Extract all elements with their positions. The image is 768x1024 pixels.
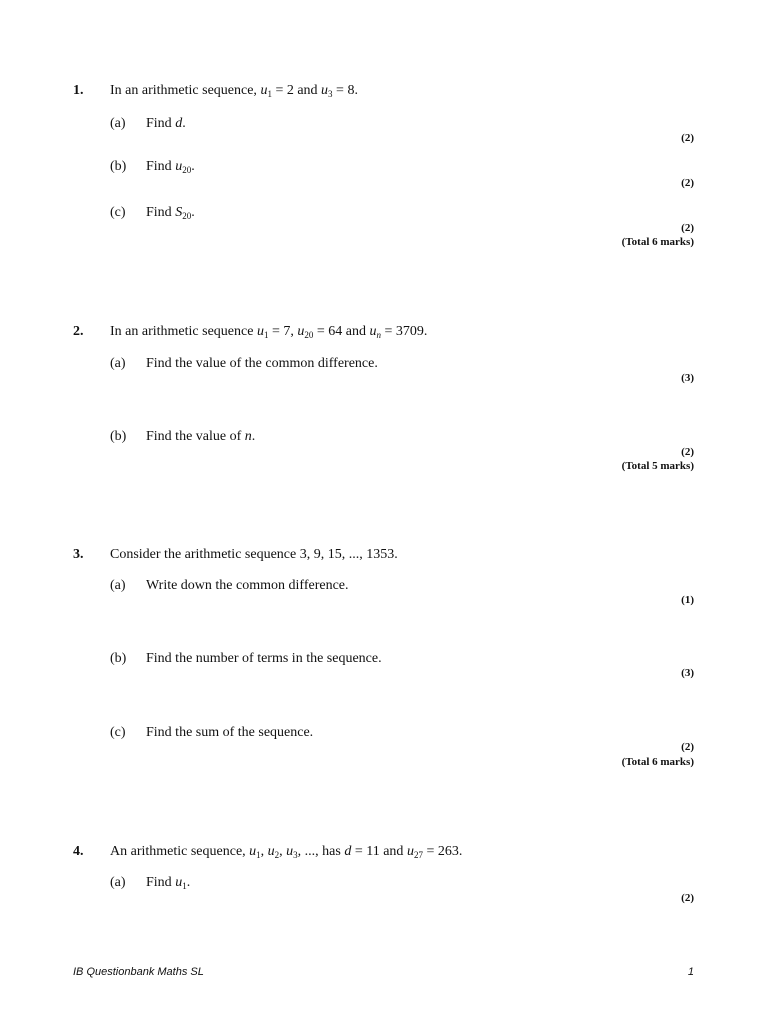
question-number: 4. — [73, 844, 84, 859]
total-marks: (Total 6 marks) — [621, 756, 694, 768]
part-text: Find d. — [146, 116, 186, 131]
part-marks: (2) — [681, 892, 694, 904]
part-text: Write down the common difference. — [146, 578, 349, 593]
part-label: (c) — [110, 725, 126, 740]
part-marks: (3) — [681, 667, 694, 679]
part-marks: (2) — [681, 177, 694, 189]
question-number: 3. — [73, 547, 84, 562]
footer-source: IB Questionbank Maths SL — [73, 966, 204, 978]
part-marks: (2) — [681, 446, 694, 458]
part-label: (c) — [110, 205, 126, 220]
part-label: (a) — [110, 875, 126, 890]
question-stem: In an arithmetic sequence, $u_1 = 2$ and $u_3 = 8$. — [110, 83, 358, 99]
question-stem: An arithmetic sequence, $u_1$, $u_2$, $u_3$, ..., has d = 11 and $u_{27} = 263$. — [110, 844, 463, 860]
part-marks: (1) — [681, 594, 694, 606]
part-text: Find the value of n. — [146, 429, 256, 444]
part-label: (a) — [110, 356, 126, 371]
question-stem: In an arithmetic sequence $u_1 = 7$, $u_{20} = 64$ and $u_n = 3709$. — [110, 324, 428, 340]
part-text: Find the value of the common difference. — [146, 356, 378, 371]
part-label: (b) — [110, 651, 127, 666]
part-text: Find $u_1$. — [146, 875, 191, 891]
part-label: (b) — [110, 429, 127, 444]
total-marks: (Total 6 marks) — [621, 236, 694, 248]
part-marks: (2) — [681, 741, 694, 753]
part-marks: (3) — [681, 372, 694, 384]
part-marks: (2) — [681, 132, 694, 144]
question-number: 1. — [73, 83, 84, 98]
part-text: Find $S_{20}$. — [146, 205, 195, 221]
question-stem: Consider the arithmetic sequence 3, 9, 15, ..., 1353. — [110, 547, 398, 562]
page-number: 1 — [687, 966, 694, 978]
part-label: (a) — [110, 578, 126, 593]
question-number: 2. — [73, 324, 84, 339]
part-text: Find the sum of the sequence. — [146, 725, 314, 740]
total-marks: (Total 5 marks) — [621, 460, 694, 472]
part-text: Find the number of terms in the sequence. — [146, 651, 382, 666]
part-text: Find $u_{20}$. — [146, 159, 195, 175]
part-marks: (2) — [681, 222, 694, 234]
part-label: (b) — [110, 159, 127, 174]
part-label: (a) — [110, 116, 126, 131]
